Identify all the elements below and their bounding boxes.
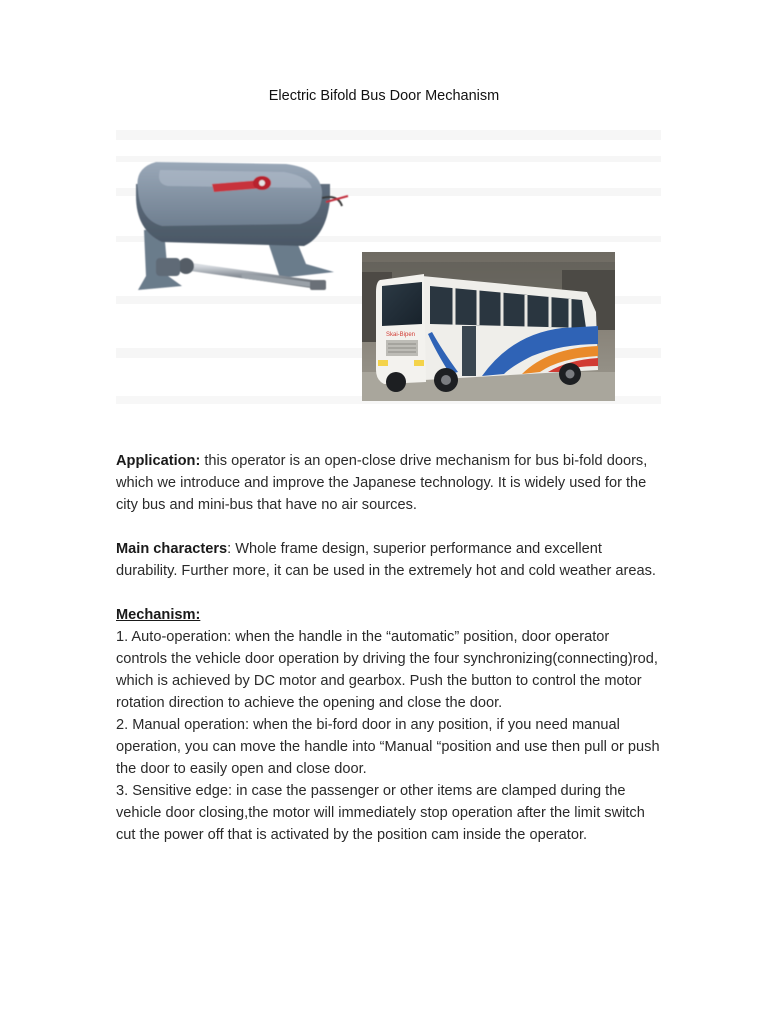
- photo-area: [116, 126, 661, 416]
- application-label: Application:: [116, 453, 201, 469]
- mechanism-item: 1. Auto-operation: when the handle in the “automatic” position, door operator controls the vehicle door operation by driving the four synchronizing(connecting)rod, which is achieved by DC motor and gearbox. Push the button to control the motor rotation direction to achieve the opening and close the door.: [116, 629, 658, 711]
- page-title: Electric Bifold Bus Door Mechanism: [268, 88, 500, 104]
- main-characters-label: Main characters: [116, 541, 228, 557]
- main-characters-text: : Whole frame design, superior performance and excellent durability. Further more, it can be used in the extremely hot and cold weather areas.: [116, 541, 656, 579]
- application-paragraph: [116, 450, 661, 516]
- mechanism-item: 2. Manual operation: when the bi-ford door in any position, if you need manual operation, you can move the handle into “Manual “position and use then pull or push the door to easily open and close door.: [116, 717, 660, 777]
- mechanism-item: 3. Sensitive edge: in case the passenger or other items are clamped during the vehicle door closing,the motor will immediately stop operation after the limit switch cut the power off that is activated by the position cam inside the operator.: [116, 783, 645, 843]
- mechanism-heading: Mechanism:: [116, 607, 201, 623]
- application-text: this operator is an open-close drive mechanism for bus bi-fold doors, which we introduce and improve the Japanese technology. It is widely used for the city bus and mini-bus that have no air sources.: [116, 453, 648, 513]
- bus-side-text: Skai-Bipen: [386, 332, 416, 338]
- document-body: [116, 450, 661, 846]
- main-characters-paragraph: [116, 538, 661, 582]
- city-bus-photo: [362, 252, 615, 401]
